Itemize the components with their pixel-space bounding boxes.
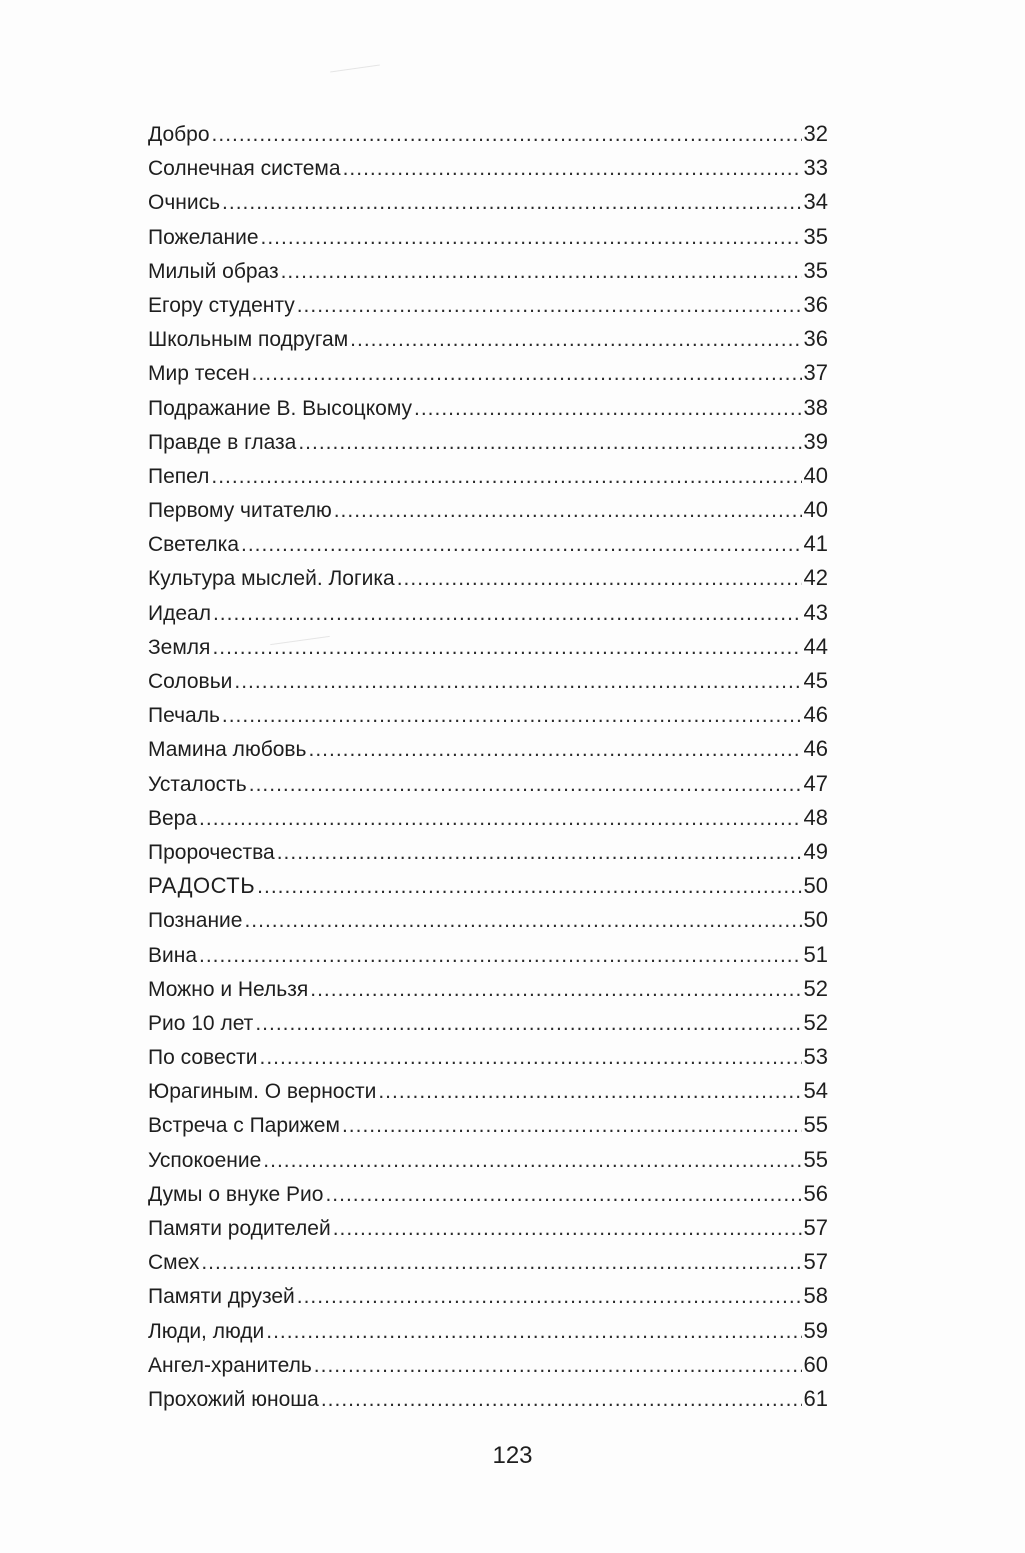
toc-entry [148,1314,828,1348]
toc-entry-page: 37 [803,360,828,386]
dot-leader [281,255,802,289]
toc-entry-page: 55 [803,1146,828,1172]
dot-leader [255,1007,801,1041]
toc-entry-title: Первому читателю [148,499,332,523]
toc-entry-page: 52 [803,975,828,1001]
toc-entry [148,869,828,903]
dot-leader [211,460,801,494]
toc-entry-page: 45 [803,668,828,693]
toc-entry-page: 46 [803,736,828,762]
toc-entry-title: Очнись [148,191,221,215]
dot-leader [212,631,801,665]
toc-entry [148,459,828,493]
dot-leader [244,904,801,938]
toc-entry-title: Прохожий юноша [148,1387,319,1411]
toc-entry-title: РАДОСТЬ [148,873,256,899]
toc-entry-page: 60 [803,1351,828,1377]
toc-entry-title: Печаль [148,704,220,728]
toc-entry [148,664,828,698]
toc-entry [148,151,828,185]
toc-entry-page: 40 [803,497,828,523]
toc-entry-title: Соловьи [148,670,233,693]
toc-entry-page: 39 [803,428,828,454]
dot-leader [199,802,801,836]
dot-leader [241,528,802,562]
toc-entry-page: 53 [803,1044,828,1070]
dot-leader [222,699,802,733]
toc-entry-page: 32 [803,121,828,146]
toc-entry-page: 40 [803,462,828,488]
toc-entry-title: Ангел-хранитель [148,1353,312,1377]
toc-entry [148,767,828,801]
toc-entry-title: Юрагиным. О верности [148,1080,377,1104]
toc-entry-title: Можно и Нельзя [148,977,309,1001]
toc-entry-page: 54 [803,1078,828,1104]
toc-entry-title: Успокоение [148,1148,262,1172]
toc-entry-title: Памяти родителей [148,1217,331,1240]
toc-entry [148,185,828,219]
toc-entry [148,561,828,595]
toc-entry-title: Добро [148,123,210,146]
dot-leader [325,1178,801,1212]
toc-entry [148,1108,828,1142]
toc-entry-title: Школьным подругам [148,328,349,352]
toc-entry-title: Светелка [148,533,240,557]
dot-leader [259,1041,801,1075]
toc-entry-title: Земля [148,635,211,659]
toc-entry-page: 35 [803,257,828,283]
toc-entry-page: 33 [803,155,828,181]
toc-entry [148,493,828,527]
toc-entry-title: Культура мыслей. Логика [148,567,395,591]
dot-leader [378,1075,801,1109]
toc-entry-page: 59 [803,1317,828,1343]
toc-entry-title: Подражание В. Высоцкому [148,396,412,420]
dot-leader [321,1383,802,1417]
toc-entry-title: Усталость [148,772,247,796]
toc-entry [148,356,828,390]
toc-entry-page: 57 [803,1249,828,1275]
toc-entry-page: 42 [803,565,828,591]
dot-leader [222,186,801,220]
dot-leader [298,426,801,460]
toc-entry-page: 36 [803,326,828,352]
toc-entry [148,1211,828,1245]
toc-entry-title: Рио 10 лет [148,1011,254,1035]
toc-entry-page: 50 [803,873,828,899]
toc-entry-page: 55 [803,1112,828,1138]
toc-entry [148,903,828,937]
dot-leader [343,152,802,186]
toc-entry [148,391,828,425]
toc-entry-title: Егору студенту [148,293,295,317]
toc-entry [148,527,828,561]
toc-entry-page: 52 [803,1009,828,1035]
toc-entry-title: Вера [148,806,198,830]
dot-leader [310,973,801,1007]
toc-entry-page: 43 [803,599,828,625]
toc-entry [148,972,828,1006]
toc-entry-title: По совести [148,1046,258,1070]
paper-smudge [330,65,380,73]
toc-entry-title: Вина [148,943,198,967]
toc-entry-title: Мир тесен [148,362,250,386]
dot-leader [266,1315,801,1349]
toc-entry-title: Милый образ [148,259,279,283]
toc-entry [148,288,828,322]
toc-entry-title: Встреча с Парижем [148,1114,340,1138]
dot-leader [277,836,802,870]
toc-entry-title: Пепел [148,464,210,488]
dot-leader [199,939,802,973]
toc-entry-title: Смех [148,1251,200,1275]
toc-entry [148,1348,828,1382]
toc-entry-title: Думы о внуке Рио [148,1182,324,1206]
toc-entry-page: 41 [803,531,828,557]
dot-leader [234,665,801,699]
dot-leader [350,323,801,357]
dot-leader [263,1144,801,1178]
dot-leader [309,733,802,767]
dot-leader [257,870,801,904]
dot-leader [297,289,802,323]
dot-leader [252,357,802,391]
toc-entry-title: Идеал [148,601,211,625]
toc-entry-page: 34 [803,189,828,215]
toc-entry [148,938,828,972]
toc-entry [148,1279,828,1313]
toc-entry-page: 36 [803,291,828,317]
toc-entry-title: Пророчества [148,840,275,864]
toc-entry [148,630,828,664]
toc-entry [148,698,828,732]
dot-leader [342,1109,802,1143]
toc-entry-page: 35 [803,223,828,249]
toc-entry-page: 47 [803,770,828,796]
toc-entry-page: 50 [803,907,828,933]
dot-leader [333,1212,802,1246]
toc-entry-page: 38 [803,394,828,420]
toc-entry [148,1040,828,1074]
toc-entry-page: 56 [803,1180,828,1206]
toc-entry-title: Солнечная система [148,157,341,181]
dot-leader [213,597,802,631]
dot-leader [314,1349,802,1383]
toc-entry [148,117,828,151]
toc-entry-page: 46 [803,702,828,728]
dot-leader [261,221,802,255]
toc-entry [148,596,828,630]
toc-entry-title: Памяти друзей [148,1285,295,1309]
toc-entry-page: 48 [803,804,828,830]
toc-entry [148,801,828,835]
toc-entry-title: Пожелание [148,225,259,249]
toc-entry-title: Люди, люди [148,1319,265,1343]
dot-leader [249,768,802,802]
toc-entry [148,1143,828,1177]
toc-entry-title: Правде в глаза [148,430,297,454]
table-of-contents [148,117,828,1416]
toc-entry [148,254,828,288]
toc-entry [148,1177,828,1211]
dot-leader [334,494,802,528]
toc-entry [148,835,828,869]
toc-entry-page: 51 [803,941,828,967]
toc-entry [148,732,828,766]
toc-entry-title: Познание [148,909,243,933]
toc-entry-page: 49 [803,838,828,864]
dot-leader [297,1280,802,1314]
dot-leader [212,118,802,152]
dot-leader [201,1246,801,1280]
toc-entry-title: Мамина любовь [148,738,307,762]
dot-leader [397,562,802,596]
toc-entry-page: 57 [803,1215,828,1240]
toc-entry [148,1382,828,1416]
toc-entry [148,1074,828,1108]
toc-entry-page: 44 [803,633,828,659]
toc-entry [148,1245,828,1279]
toc-entry-page: 61 [803,1385,828,1411]
toc-entry [148,1006,828,1040]
toc-entry [148,425,828,459]
toc-entry [148,220,828,254]
page-number: 123 [492,1442,533,1469]
toc-entry-page: 58 [803,1283,828,1309]
toc-entry [148,322,828,356]
dot-leader [414,392,802,426]
